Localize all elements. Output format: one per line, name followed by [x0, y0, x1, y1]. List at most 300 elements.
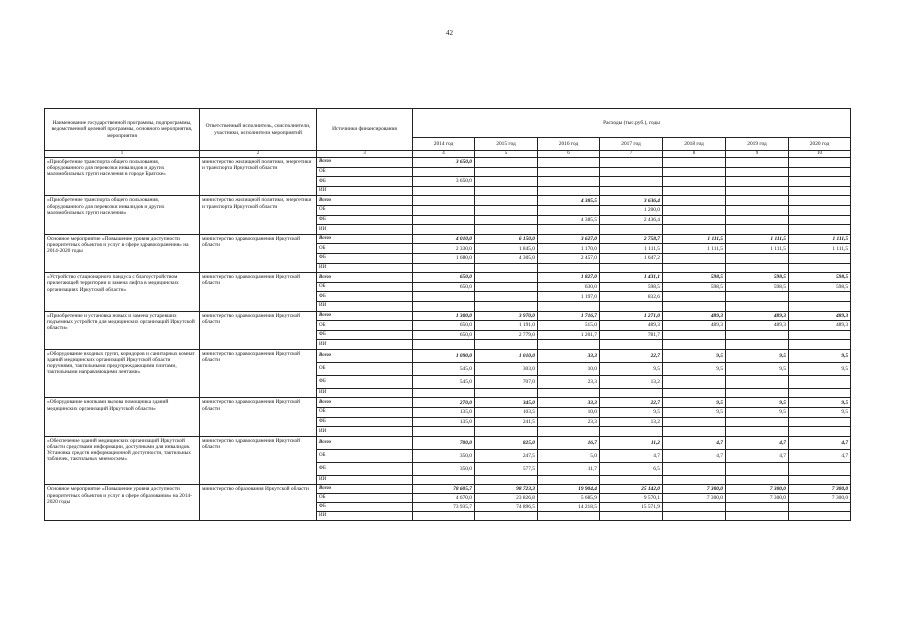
expense-value — [413, 427, 475, 437]
expense-value — [789, 225, 851, 235]
measure-name: «Приобретение транспорта общего пользования, оборудованного для перевозки инвалидов и других маломобильных групп населения» — [45, 196, 200, 234]
expense-value — [475, 388, 538, 398]
funding-source: Всего — [317, 273, 413, 283]
expense-value: 781,7 — [600, 330, 663, 340]
expense-value: 4 385,5 — [538, 196, 600, 206]
column-number: 2 — [200, 151, 317, 158]
header-year: 2017 год — [600, 138, 663, 151]
expense-value — [538, 263, 600, 273]
expense-value — [538, 177, 600, 187]
measure-executor: министерство здравоохранения Иркутской области — [200, 234, 317, 272]
table-row — [45, 234, 851, 244]
expense-value: 7 300,0 — [663, 485, 726, 494]
measure-executor: министерство жилищной политики, энергетики и транспорта Иркутской области — [200, 158, 317, 196]
expense-value: 9,5 — [663, 408, 726, 418]
expense-value: 135,0 — [413, 417, 475, 427]
expense-value — [538, 340, 600, 350]
expense-value — [413, 292, 475, 302]
funding-source: ИИ — [317, 388, 413, 398]
header-expenses: Расходы (тыс.руб.), годы — [413, 109, 851, 138]
expense-value — [663, 462, 726, 475]
expense-value: 2 779,0 — [475, 330, 538, 340]
funding-source: Всего — [317, 349, 413, 362]
expense-value: 707,0 — [475, 375, 538, 388]
header-name: Наименование государственной программы, подпрограммы, ведомственной целевой программы, основного мероприятия, мероприятия — [45, 109, 200, 151]
funding-source: ОБ — [317, 282, 413, 292]
expense-value — [413, 263, 475, 273]
expense-value: 9,5 — [600, 408, 663, 418]
expense-value — [475, 205, 538, 215]
expense-value — [789, 292, 851, 302]
funding-source: ИИ — [317, 225, 413, 235]
expense-value — [600, 388, 663, 398]
expense-value: 650,0 — [413, 273, 475, 283]
budget-table — [44, 108, 851, 521]
expense-value: 73 935,7 — [413, 503, 475, 512]
expense-value: 103,5 — [475, 408, 538, 418]
expense-value: 19 904,4 — [538, 485, 600, 494]
funding-source: ФБ — [317, 503, 413, 512]
column-number: 7 — [600, 151, 663, 158]
header-year: 2014 год — [413, 138, 475, 151]
expense-value — [600, 340, 663, 350]
expense-value: 489,3 — [663, 311, 726, 321]
expense-value — [600, 427, 663, 437]
expense-value — [413, 225, 475, 235]
expense-value — [413, 167, 475, 177]
expense-value — [475, 186, 538, 196]
funding-source: ОБ — [317, 362, 413, 375]
expense-value — [789, 301, 851, 311]
expense-value: 1 431,1 — [600, 273, 663, 283]
expense-value — [475, 225, 538, 235]
expense-value — [475, 167, 538, 177]
column-number: 10 — [789, 151, 851, 158]
expense-value — [600, 475, 663, 485]
funding-source: Всего — [317, 485, 413, 494]
expense-value: 598,5 — [789, 273, 851, 283]
expense-value — [538, 388, 600, 398]
column-number: 9 — [726, 151, 789, 158]
expense-value: 3 650,0 — [413, 158, 475, 168]
expense-value — [600, 301, 663, 311]
expense-value: 7 300,0 — [726, 485, 789, 494]
expense-value — [789, 388, 851, 398]
expense-value — [726, 158, 789, 168]
expense-value — [789, 511, 851, 520]
page-number: 42 — [446, 29, 453, 37]
expense-value: 1 271,0 — [600, 311, 663, 321]
expense-value: 650,0 — [413, 330, 475, 340]
expense-value — [600, 225, 663, 235]
expense-value: 1 197,0 — [538, 292, 600, 302]
expense-value: 10,0 — [538, 408, 600, 418]
expense-value — [663, 253, 726, 263]
expense-value: 7 300,0 — [789, 494, 851, 503]
expense-value: 4 010,0 — [413, 234, 475, 244]
expense-value — [726, 475, 789, 485]
expense-value — [663, 301, 726, 311]
expense-value: 345,0 — [475, 398, 538, 408]
expense-value — [726, 215, 789, 225]
header-year: 2019 год — [726, 138, 789, 151]
expense-value — [789, 158, 851, 168]
expense-value: 5,0 — [538, 449, 600, 462]
expense-value — [475, 340, 538, 350]
header-year: 2020 год — [789, 138, 851, 151]
expense-value — [475, 427, 538, 437]
column-number: 6 — [538, 151, 600, 158]
expense-value: 33,3 — [538, 349, 600, 362]
expense-value: 98 723,3 — [475, 485, 538, 494]
table-row — [45, 485, 851, 494]
expense-value: 303,0 — [475, 362, 538, 375]
expense-value: 350,0 — [413, 462, 475, 475]
expense-value — [789, 186, 851, 196]
expense-value — [663, 196, 726, 206]
expense-value — [726, 205, 789, 215]
expense-value — [726, 253, 789, 263]
expense-value — [413, 215, 475, 225]
measure-name: «Устройство стационарного пандуса с благоустройством прилегающей территории и замена лифта в медицинских организациях Иркутской области» — [45, 273, 200, 311]
expense-value — [726, 417, 789, 427]
expense-value: 23,3 — [538, 417, 600, 427]
funding-source: Всего — [317, 311, 413, 321]
expense-value: 598,5 — [726, 282, 789, 292]
expense-value: 4,7 — [663, 436, 726, 449]
funding-source: ИИ — [317, 263, 413, 273]
header-year: 2018 год — [663, 138, 726, 151]
measure-name: «Оборудование кнопками вызова помощника зданий медицинских организаций Иркутской области» — [45, 398, 200, 436]
expense-value: 4,7 — [663, 449, 726, 462]
expense-value: 9,5 — [726, 349, 789, 362]
measure-executor: министерство образования Иркутской области — [200, 485, 317, 520]
expense-value — [538, 427, 600, 437]
funding-source: ФБ — [317, 215, 413, 225]
expense-value: 489,3 — [600, 321, 663, 331]
expense-value: 1 191,0 — [475, 321, 538, 331]
funding-source: ОБ — [317, 205, 413, 215]
expense-value — [538, 301, 600, 311]
expense-value: 270,0 — [413, 398, 475, 408]
expense-value — [663, 375, 726, 388]
expense-value — [726, 186, 789, 196]
expense-value: 9,5 — [726, 408, 789, 418]
expense-value: 825,0 — [475, 436, 538, 449]
funding-source: ФБ — [317, 462, 413, 475]
expense-value: 22,7 — [600, 398, 663, 408]
expense-value: 630,0 — [538, 282, 600, 292]
expense-value — [789, 196, 851, 206]
measure-executor: министерство здравоохранения Иркутской области — [200, 398, 317, 436]
expense-value: 11,2 — [600, 436, 663, 449]
expense-value: 1 111,5 — [726, 244, 789, 254]
expense-value: 3 636,4 — [600, 196, 663, 206]
expense-value — [600, 263, 663, 273]
expense-value: 4 670,0 — [413, 494, 475, 503]
expense-value: 1 827,0 — [538, 273, 600, 283]
table-row — [45, 436, 851, 449]
expense-value — [413, 511, 475, 520]
expense-value — [789, 417, 851, 427]
expense-value: 1 716,7 — [538, 311, 600, 321]
expense-value: 650,0 — [413, 321, 475, 331]
funding-source: ИИ — [317, 427, 413, 437]
expense-value — [726, 330, 789, 340]
expense-value — [663, 427, 726, 437]
expense-value — [475, 177, 538, 187]
measure-executor: министерство здравоохранения Иркутской области — [200, 436, 317, 485]
expense-value — [413, 186, 475, 196]
expense-value — [663, 417, 726, 427]
expense-value: 23 826,8 — [475, 494, 538, 503]
table-row — [45, 349, 851, 362]
expense-value — [726, 167, 789, 177]
expense-value — [413, 388, 475, 398]
expense-value — [726, 292, 789, 302]
expense-value: 1 111,5 — [600, 244, 663, 254]
expense-value: 13,2 — [600, 417, 663, 427]
expense-value: 545,0 — [413, 362, 475, 375]
expense-value: 1 111,5 — [663, 244, 726, 254]
expense-value: 1 845,0 — [475, 244, 538, 254]
funding-source: Всего — [317, 196, 413, 206]
expense-value — [413, 301, 475, 311]
table-row — [45, 196, 851, 206]
expense-value — [789, 375, 851, 388]
expense-value: 33,3 — [538, 398, 600, 408]
expense-value — [600, 158, 663, 168]
table-row — [45, 158, 851, 168]
header-year: 2015 год — [475, 138, 538, 151]
expense-value — [726, 340, 789, 350]
header-executor: Ответственный исполнитель, соисполнители, участники, исполнители мероприятий — [200, 109, 317, 151]
expense-value — [726, 225, 789, 235]
funding-source: Всего — [317, 158, 413, 168]
expense-value: 489,3 — [726, 321, 789, 331]
expense-value: 4 305,0 — [475, 253, 538, 263]
expense-value — [789, 263, 851, 273]
expense-value — [600, 511, 663, 520]
funding-source: ОБ — [317, 408, 413, 418]
expense-value: 247,5 — [475, 449, 538, 462]
expense-value: 3 970,0 — [475, 311, 538, 321]
expense-value: 9,5 — [663, 349, 726, 362]
funding-source: ОБ — [317, 494, 413, 503]
expense-value: 135,0 — [413, 408, 475, 418]
measure-name: «Обеспечение зданий медицинских организаций Иркутской области средствами информации, доступными для инвалидов. Установка средств информационной доступности, тактильных табличек, тактильных мнемосхем» — [45, 436, 200, 485]
expense-value: 1 200,0 — [600, 205, 663, 215]
expense-value — [789, 253, 851, 263]
expense-value — [663, 511, 726, 520]
expense-value — [789, 215, 851, 225]
expense-value: 2 758,7 — [600, 234, 663, 244]
expense-value — [726, 511, 789, 520]
expense-value — [663, 475, 726, 485]
expense-value: 9,5 — [789, 398, 851, 408]
expense-value — [475, 215, 538, 225]
header-year: 2016 год — [538, 138, 600, 151]
expense-value: 2 457,0 — [538, 253, 600, 263]
column-number: 8 — [663, 151, 726, 158]
expense-value: 23,3 — [538, 375, 600, 388]
expense-value — [663, 205, 726, 215]
expense-value — [663, 215, 726, 225]
table-row — [45, 398, 851, 408]
expense-value: 598,5 — [726, 273, 789, 283]
funding-source: ОБ — [317, 244, 413, 254]
header-source: Источники финансирования — [317, 109, 413, 151]
funding-source: ОБ — [317, 449, 413, 462]
expense-value: 7 300,0 — [663, 494, 726, 503]
expense-value — [413, 475, 475, 485]
expense-value — [663, 388, 726, 398]
funding-source: ИИ — [317, 301, 413, 311]
measure-executor: министерство здравоохранения Иркутской области — [200, 311, 317, 349]
expense-value — [538, 186, 600, 196]
expense-value: 9,5 — [726, 398, 789, 408]
expense-value — [663, 292, 726, 302]
expense-value: 6,5 — [600, 462, 663, 475]
expense-value — [789, 503, 851, 512]
expense-value: 4,7 — [726, 449, 789, 462]
funding-source: ОБ — [317, 167, 413, 177]
expense-value: 1 111,5 — [789, 234, 851, 244]
expense-value — [475, 273, 538, 283]
expense-value: 598,5 — [600, 282, 663, 292]
expense-value: 9,5 — [726, 362, 789, 375]
expense-value — [475, 301, 538, 311]
expense-value: 1 680,0 — [413, 253, 475, 263]
expense-value: 22,7 — [600, 349, 663, 362]
expense-value: 1 201,7 — [538, 330, 600, 340]
expense-value: 10,0 — [538, 362, 600, 375]
expense-value: 650,0 — [413, 282, 475, 292]
expense-value — [789, 177, 851, 187]
expense-value: 3 650,0 — [413, 177, 475, 187]
expense-value: 1 090,0 — [413, 349, 475, 362]
expense-value — [600, 177, 663, 187]
expense-value — [663, 330, 726, 340]
expense-value: 598,5 — [663, 273, 726, 283]
column-number: 4 — [413, 151, 475, 158]
expense-value: 4,7 — [726, 436, 789, 449]
funding-source: ФБ — [317, 253, 413, 263]
funding-source: ИИ — [317, 475, 413, 485]
expense-value — [475, 511, 538, 520]
expense-value — [663, 503, 726, 512]
expense-value: 5 685,9 — [538, 494, 600, 503]
funding-source: ФБ — [317, 330, 413, 340]
expense-value: 515,0 — [538, 321, 600, 331]
expense-value — [538, 225, 600, 235]
expense-value: 1 300,0 — [413, 311, 475, 321]
measure-name: «Приобретение и установка новых и замена устаревших подъемных устройств для медицинских организаций Иркутской области» — [45, 311, 200, 349]
expense-value: 350,0 — [413, 449, 475, 462]
expense-value — [663, 263, 726, 273]
expense-value: 1 111,5 — [663, 234, 726, 244]
expense-value: 1 111,5 — [789, 244, 851, 254]
expense-value: 700,0 — [413, 436, 475, 449]
measure-executor: министерство здравоохранения Иркутской области — [200, 349, 317, 398]
expense-value: 832,6 — [600, 292, 663, 302]
table-row — [45, 311, 851, 321]
expense-value — [663, 177, 726, 187]
funding-source: ИИ — [317, 340, 413, 350]
expense-value: 13,2 — [600, 375, 663, 388]
expense-value — [726, 388, 789, 398]
expense-value: 241,5 — [475, 417, 538, 427]
expense-value: 4,7 — [600, 449, 663, 462]
expense-value — [600, 186, 663, 196]
expense-value: 78 605,7 — [413, 485, 475, 494]
funding-source: ИИ — [317, 186, 413, 196]
expense-value — [663, 167, 726, 177]
expense-value: 7 300,0 — [789, 485, 851, 494]
expense-value: 598,5 — [789, 282, 851, 292]
expense-value: 16,7 — [538, 436, 600, 449]
expense-value — [726, 462, 789, 475]
measure-name: «Приобретение транспорта общего пользования, оборудованного для перевозки инвалидов и других маломобильных групп населения в городе Братске» — [45, 158, 200, 196]
expense-value: 489,3 — [789, 321, 851, 331]
expense-value — [475, 282, 538, 292]
expense-value: 74 896,5 — [475, 503, 538, 512]
expense-value — [789, 205, 851, 215]
expense-value — [789, 340, 851, 350]
expense-value: 2 330,0 — [413, 244, 475, 254]
expense-value: 9,5 — [663, 362, 726, 375]
expense-value — [726, 177, 789, 187]
expense-value: 15 571,9 — [600, 503, 663, 512]
funding-source: Всего — [317, 398, 413, 408]
measure-executor: министерство жилищной политики, энергетики и транспорта Иркутской области — [200, 196, 317, 234]
expense-value: 14 218,5 — [538, 503, 600, 512]
expense-value — [789, 475, 851, 485]
expense-value — [663, 225, 726, 235]
expense-value — [475, 196, 538, 206]
expense-value — [789, 330, 851, 340]
expense-value — [726, 263, 789, 273]
expense-value — [663, 340, 726, 350]
expense-value: 4,7 — [789, 436, 851, 449]
expense-value — [789, 167, 851, 177]
expense-value — [663, 186, 726, 196]
funding-source: ФБ — [317, 417, 413, 427]
expense-value: 2 436,4 — [600, 215, 663, 225]
expense-value: 489,3 — [726, 311, 789, 321]
expense-value — [789, 462, 851, 475]
expense-value — [726, 301, 789, 311]
expense-value — [726, 375, 789, 388]
expense-value: 9,5 — [789, 349, 851, 362]
column-number: 5 — [475, 151, 538, 158]
funding-source: ОБ — [317, 321, 413, 331]
expense-value — [413, 196, 475, 206]
expense-value — [538, 205, 600, 215]
measure-name: «Оборудование входных групп, коридоров и санитарных комнат зданий медицинских организаций Иркутской области поручнями, тактильными предупреждающими плитами, тактильными направляющими лентами» — [45, 349, 200, 398]
expense-value — [413, 340, 475, 350]
expense-value: 3 627,0 — [538, 234, 600, 244]
expense-value: 9,5 — [663, 398, 726, 408]
expense-value: 7 300,0 — [726, 494, 789, 503]
expense-value: 1 647,2 — [600, 253, 663, 263]
column-number: 3 — [317, 151, 413, 158]
expense-value: 9,5 — [789, 362, 851, 375]
column-number: 1 — [45, 151, 200, 158]
expense-value: 598,5 — [663, 282, 726, 292]
measure-name: Основное мероприятие «Повышение уровня доступности приоритетных объектов и услуг в сфере образования» на 2014-2020 годы — [45, 485, 200, 520]
funding-source: Всего — [317, 234, 413, 244]
